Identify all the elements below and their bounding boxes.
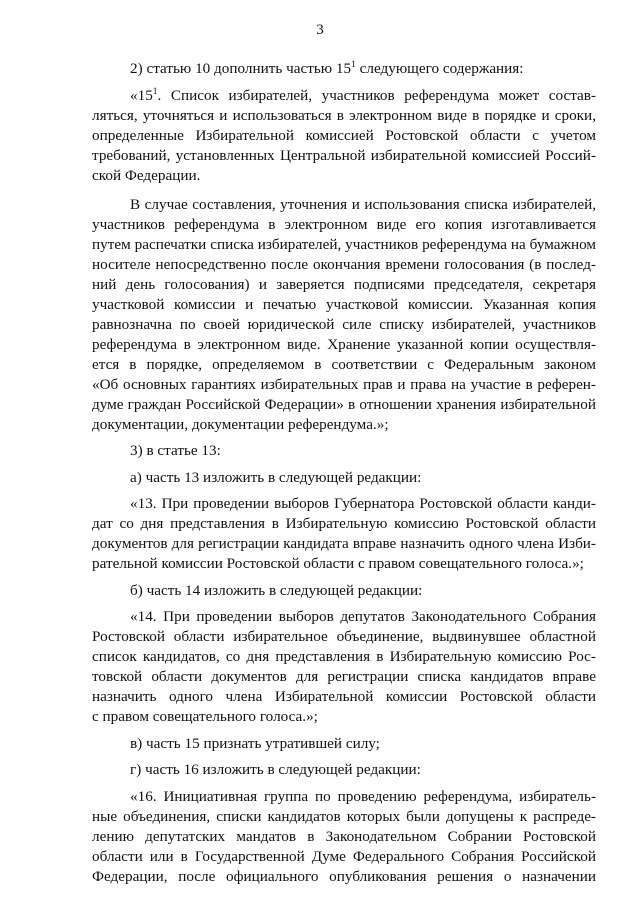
line-text: 2) статью 10 дополнить частью 15 — [130, 60, 352, 77]
line-text: в) часть 15 признать утратившей силу; — [130, 734, 380, 752]
line-text: рательной комиссии Ростовской области с правом совещательного голоса.»; — [92, 555, 584, 572]
text-line — [92, 375, 596, 395]
text-line — [92, 494, 596, 514]
text-line — [92, 235, 596, 255]
text-line — [92, 554, 596, 574]
text-line — [92, 255, 596, 275]
text-line — [92, 867, 596, 887]
line-text: документации, документации референдума.»; — [92, 415, 389, 433]
line-text: «15 — [130, 86, 153, 104]
line-text: ской Федерации. — [92, 166, 201, 184]
text-line — [92, 607, 596, 627]
line-text: «Об основных гарантиях избирательных прав и права на участие в референ- — [92, 375, 596, 393]
line-text: путем распечатки списка избирателей, участников референдума на бумажном — [92, 235, 596, 253]
text-line — [92, 760, 596, 780]
line-text: назначить одного члена Избирательной комиссии Ростовской области — [92, 688, 596, 705]
line-text: ний день голосования) и заверяется подписями председателя, секретаря — [92, 275, 596, 293]
text-line — [92, 534, 596, 554]
line-text: требований, установленных Центральной избирательной комиссией Россий- — [92, 146, 596, 164]
text-line — [92, 581, 596, 601]
text-line — [92, 627, 596, 647]
text-line — [92, 355, 596, 375]
document-body — [92, 59, 596, 887]
line-text: б) часть 14 изложить в следующей редакции: — [130, 581, 423, 599]
line-text: с правом совещательного голоса.»; — [92, 708, 318, 725]
line-text: «16. Инициативная группа по проведению референдума, избиратель- — [130, 787, 596, 805]
line-text: участников референдума в электронном виде его копия изготавливается — [92, 215, 596, 233]
line-text: дат со дня представления в Избирательную комиссию Ростовской области — [92, 515, 596, 532]
superscript: 1 — [152, 86, 158, 97]
text-line — [92, 687, 596, 707]
text-line — [92, 335, 596, 355]
line-text: документов для регистрации кандидата вправе назначить одного члена Изби- — [92, 535, 596, 552]
text-line — [92, 215, 596, 235]
text-line — [92, 395, 596, 415]
text-line — [92, 647, 596, 667]
line-text: В случае составления, уточнения и использования списка избирателей, — [130, 195, 596, 213]
line-text: 3) в статье 13: — [130, 442, 221, 459]
text-line — [92, 126, 596, 146]
text-line — [92, 275, 596, 295]
superscript: 1 — [351, 60, 356, 70]
line-text-continued: . Список избирателей, участников референдума может состав- — [157, 86, 596, 104]
text-line — [92, 106, 596, 126]
text-line — [92, 807, 596, 827]
text-line — [92, 59, 596, 79]
text-line — [92, 707, 596, 727]
text-line — [92, 667, 596, 687]
line-text: думе граждан Российской Федерации» в отношении хранения избирательной — [92, 395, 596, 413]
text-line — [92, 415, 596, 435]
line-text: определенные Избирательной комиссией Ростовской области с учетом — [92, 126, 596, 144]
line-text: области или в Государственной Думе Федерального Собрания Российской — [92, 847, 596, 865]
line-text: носителе непосредственно после окончания времени голосования (в послед- — [92, 255, 596, 273]
line-text: г) часть 16 изложить в следующей редакции: — [130, 761, 421, 778]
line-text: Ростовской области избирательное объединение, выдвинувшее областной — [92, 628, 596, 645]
text-line — [92, 787, 596, 807]
text-line — [92, 847, 596, 867]
line-text: Федерации, после официального опубликования решения о назначении — [92, 867, 596, 885]
line-text: ется в порядке, определяемом в соответствии с Федеральным законом — [92, 355, 596, 373]
line-text: товской области документов для регистрации списка кандидатов вправе — [92, 668, 596, 685]
page-number: 3 — [316, 22, 324, 38]
text-line — [92, 86, 596, 106]
text-line — [92, 441, 596, 461]
line-text: ляться, уточняться и использоваться в электронном виде в порядке и сроки, — [92, 106, 596, 124]
line-text: а) часть 13 изложить в следующей редакции: — [130, 468, 422, 486]
text-line — [92, 468, 596, 488]
line-text: референдума в электронном виде. Хранение указанной копии осуществля- — [92, 335, 596, 353]
text-line — [92, 734, 596, 754]
text-line — [92, 295, 596, 315]
line-text: лению депутатских мандатов в Законодательном Собрании Ростовской — [92, 827, 596, 845]
line-text: «14. При проведении выборов депутатов Законодательного Собрания — [130, 608, 596, 625]
text-line — [92, 195, 596, 215]
text-line — [92, 827, 596, 847]
text-line — [92, 166, 596, 186]
line-text-continued: следующего содержания: — [355, 60, 524, 77]
line-text: ные объединения, списки кандидатов которых были допущены к распреде- — [92, 807, 596, 825]
text-line — [92, 146, 596, 166]
line-text: «13. При проведении выборов Губернатора Ростовской области канди- — [130, 495, 596, 512]
line-text: список кандидатов, со дня представления в Избирательную комиссию Рос- — [92, 648, 596, 665]
text-line — [92, 315, 596, 335]
text-line — [92, 514, 596, 534]
line-text: участковой комиссии и печатью участковой комиссии. Указанная копия — [92, 295, 596, 313]
line-text: равнозначна по своей юридической силе списку избирателей, участников — [92, 315, 596, 333]
